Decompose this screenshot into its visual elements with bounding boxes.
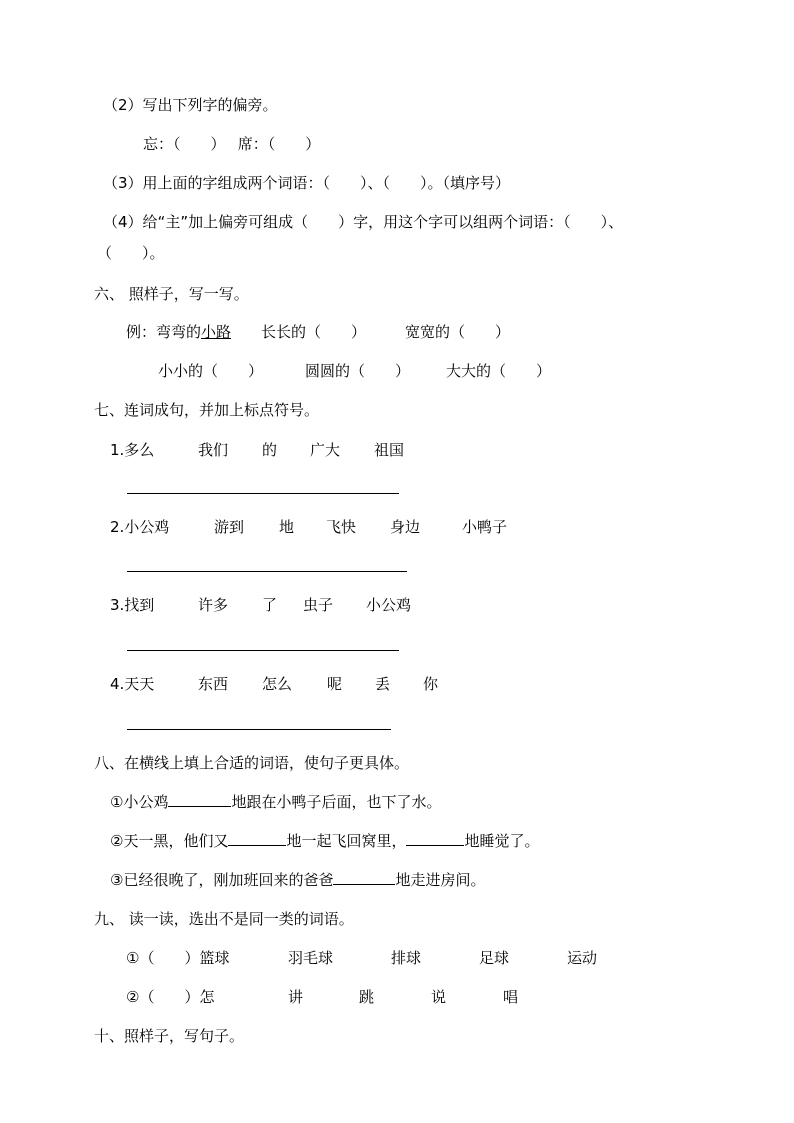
- s6-example-word: 小路: [201, 323, 232, 341]
- s8-line-2: [110, 831, 539, 851]
- s9-r1-w3: 足球: [479, 949, 510, 967]
- s7-q2-w5: 小鸭子: [462, 518, 508, 536]
- s9-r2-w3: 说: [431, 988, 447, 1006]
- s8-title: 八、在横线上填上合适的词语，使句子更具体。: [94, 754, 410, 772]
- s7-q3-w3: 虫子: [303, 596, 334, 614]
- s7-q4-w4: 丢: [375, 675, 391, 693]
- s8-l3-b: 地走进房间。: [395, 871, 486, 889]
- s7-q4-w1: 东西: [198, 675, 229, 693]
- s7-title: 七、连词成句，并加上标点符号。: [94, 401, 320, 419]
- s8-l2-c: 地睡觉了。: [464, 832, 540, 850]
- s5-q4-line2: （ ）。: [97, 244, 165, 262]
- s7-q3-w4: 小公鸡: [366, 596, 412, 614]
- s7-q2-w2: 地: [279, 518, 295, 536]
- s7-q3-w2: 了: [262, 596, 278, 614]
- s7-q4-w5: 你: [423, 675, 439, 693]
- s7-q2-w1: 游到: [214, 518, 245, 536]
- s6-title: 六、 照样子，写一写。: [94, 285, 249, 303]
- s9-r1-w2: 排球: [391, 949, 422, 967]
- s9-title: 九、 读一读，选出不是同一类的词语。: [94, 910, 354, 928]
- s8-l1-a: ①小公鸡: [110, 793, 169, 811]
- s9-r2-w4: 唱: [503, 988, 519, 1006]
- s8-line-3: [110, 870, 485, 890]
- s9-r2-w0: ②（ ）怎: [126, 988, 215, 1006]
- s7-q1-w2: 的: [262, 441, 278, 459]
- s6-item-2: 宽宽的（ ）: [405, 323, 511, 341]
- s7-q4-answer-line[interactable]: [127, 729, 391, 730]
- s7-q1-w4: 祖国: [374, 441, 405, 459]
- s8-l2-blank-2[interactable]: [406, 833, 464, 846]
- s6-example: [126, 322, 231, 342]
- s8-l2-blank-1[interactable]: [228, 833, 286, 846]
- s7-q2-w0: 2.小公鸡: [110, 518, 170, 536]
- s6-item-5: 大大的（ ）: [446, 362, 552, 380]
- s5-q4-line1: （4）给“主”加上偏旁可组成（ ）字，用这个字可以组两个词语：（ ）、: [103, 213, 624, 231]
- s5-q2-items: 忘：（ ） 席：（ ）: [143, 135, 321, 153]
- s6-item-3: 小小的（ ）: [158, 362, 264, 380]
- s9-r2-w1: 讲: [288, 988, 304, 1006]
- s5-q3: （3）用上面的字组成两个词语：（ ）、（ ）。（填序号）: [103, 174, 511, 192]
- s7-q1-w0: 1.多么: [110, 441, 155, 459]
- s8-l2-b: 地一起飞回窝里，: [286, 832, 407, 850]
- s7-q3-w0: 3.找到: [110, 596, 155, 614]
- s8-l1-blank[interactable]: [168, 794, 231, 807]
- s8-line-1: [110, 792, 441, 812]
- s7-q4-w0: 4.天天: [110, 675, 155, 693]
- s7-q3-answer-line[interactable]: [127, 650, 399, 651]
- s8-l1-b: 地跟在小鸭子后面，也下了水。: [231, 793, 442, 811]
- s7-q2-w4: 身边: [390, 518, 421, 536]
- s8-l3-blank[interactable]: [333, 872, 395, 885]
- s7-q1-w3: 广大: [310, 441, 341, 459]
- s7-q1-w1: 我们: [198, 441, 229, 459]
- s8-l3-a: ③已经很晚了，刚加班回来的爸爸: [110, 871, 334, 889]
- s7-q4-w2: 怎么: [262, 675, 293, 693]
- s7-q2-answer-line[interactable]: [127, 571, 407, 572]
- s8-l2-a: ②天一黑，他们又: [110, 832, 229, 850]
- s9-r1-w0: ①（ ）篮球: [126, 949, 230, 967]
- s9-r1-w1: 羽毛球: [288, 949, 334, 967]
- s6-example-prefix: 例：弯弯的: [126, 323, 202, 341]
- s6-item-1: 长长的（ ）: [261, 323, 367, 341]
- s10-title: 十、照样子，写句子。: [94, 1027, 245, 1045]
- s5-q2: （2）写出下列字的偏旁。: [103, 96, 278, 114]
- s7-q2-w3: 飞快: [326, 518, 357, 536]
- s9-r1-w4: 运动: [567, 949, 598, 967]
- s7-q4-w3: 呢: [327, 675, 343, 693]
- s6-item-4: 圆圆的（ ）: [305, 362, 411, 380]
- s7-q3-w1: 许多: [198, 596, 229, 614]
- s7-q1-answer-line[interactable]: [127, 493, 399, 494]
- s9-r2-w2: 跳: [359, 988, 375, 1006]
